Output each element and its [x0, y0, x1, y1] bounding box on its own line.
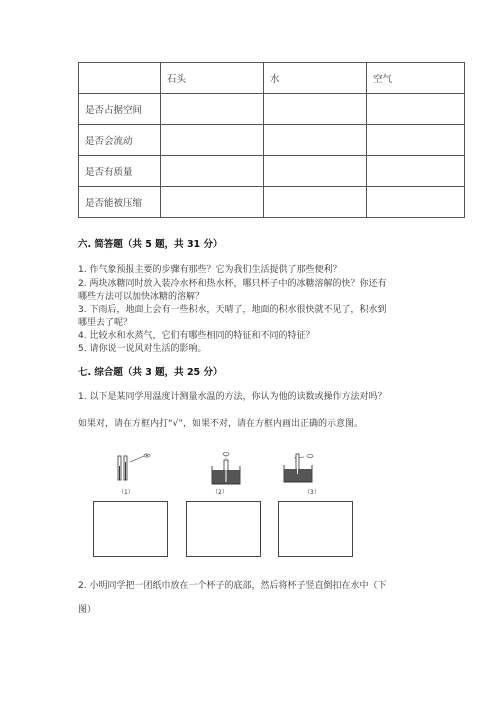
question-line: 3. 下雨后，地面上会有一些积水，天晴了，地面的积水很快就不见了，积水到 [78, 305, 387, 315]
table-header-cell: 石头 [161, 63, 264, 94]
figure-3-beaker-icon [284, 454, 313, 482]
question-line: 2. 两块冰糖同时放入装冷水杯和热水杯，哪只杯子中的冰糖溶解的快？你还有 [78, 279, 387, 289]
figure-label-1: （1） [118, 489, 134, 496]
figure-1-thermometer-icon [118, 454, 150, 480]
question-line: 图） [78, 605, 97, 615]
question-line: 1. 以下是某同学用温度计测量水温的方法，你认为他的读数或操作方法对吗？ [78, 392, 387, 402]
section-6-title: 六. 简答题（共 5 题，共 31 分） [78, 239, 223, 250]
table-header-row [79, 63, 465, 94]
table-row [79, 187, 465, 218]
answer-cell [264, 156, 367, 187]
table-header-cell [79, 63, 161, 94]
table-row [79, 94, 465, 125]
row-label: 是否有质量 [79, 156, 161, 187]
table-header-cell: 空气 [367, 63, 465, 94]
answer-box-2[interactable] [186, 501, 261, 557]
answer-cell [161, 94, 264, 125]
answer-cell [161, 125, 264, 156]
answer-cell [161, 187, 264, 218]
question-line: 哪里去了呢？ [78, 318, 133, 328]
section-7-title: 七. 综合题（共 3 题，共 25 分） [78, 367, 223, 378]
question-line: 如果对，请在方框内打“√”，如果不对，请在方框内画出正确的示意图。 [78, 419, 364, 429]
figure-label-3: （3） [304, 489, 320, 496]
answer-cell [367, 94, 465, 125]
answer-box-3[interactable] [278, 501, 353, 557]
question-line: 1. 作气象预报主要的步骤有那些？它为我们生活提供了那些便利？ [78, 265, 342, 275]
answer-cell [264, 94, 367, 125]
answer-cell [367, 125, 465, 156]
table-row [79, 125, 465, 156]
answer-cell [264, 187, 367, 218]
answer-cell [264, 125, 367, 156]
table-header-cell: 水 [264, 63, 367, 94]
answer-cell [367, 187, 465, 218]
question-line: 2. 小明同学把一团纸巾放在一个杯子的底部，然后将杯子竖直倒扣在水中（下 [78, 581, 387, 591]
question-line: 哪些方法可以加快冰糖的溶解？ [78, 292, 205, 302]
figure-2-beaker-icon [212, 453, 240, 485]
row-label: 是否能被压缩 [79, 187, 161, 218]
answer-box-1[interactable] [93, 501, 168, 557]
question-line: 5. 请你说一说风对生活的影响。 [78, 344, 207, 354]
question-line: 4. 比较水和水蒸气，它们有哪些相同的特征和不同的特征？ [78, 331, 315, 341]
answer-cell [367, 156, 465, 187]
answer-cell [161, 156, 264, 187]
row-label: 是否会流动 [79, 125, 161, 156]
figure-label-2: （2） [212, 489, 228, 496]
properties-table [78, 62, 465, 218]
row-label: 是否占据空间 [79, 94, 161, 125]
table-row [79, 156, 465, 187]
